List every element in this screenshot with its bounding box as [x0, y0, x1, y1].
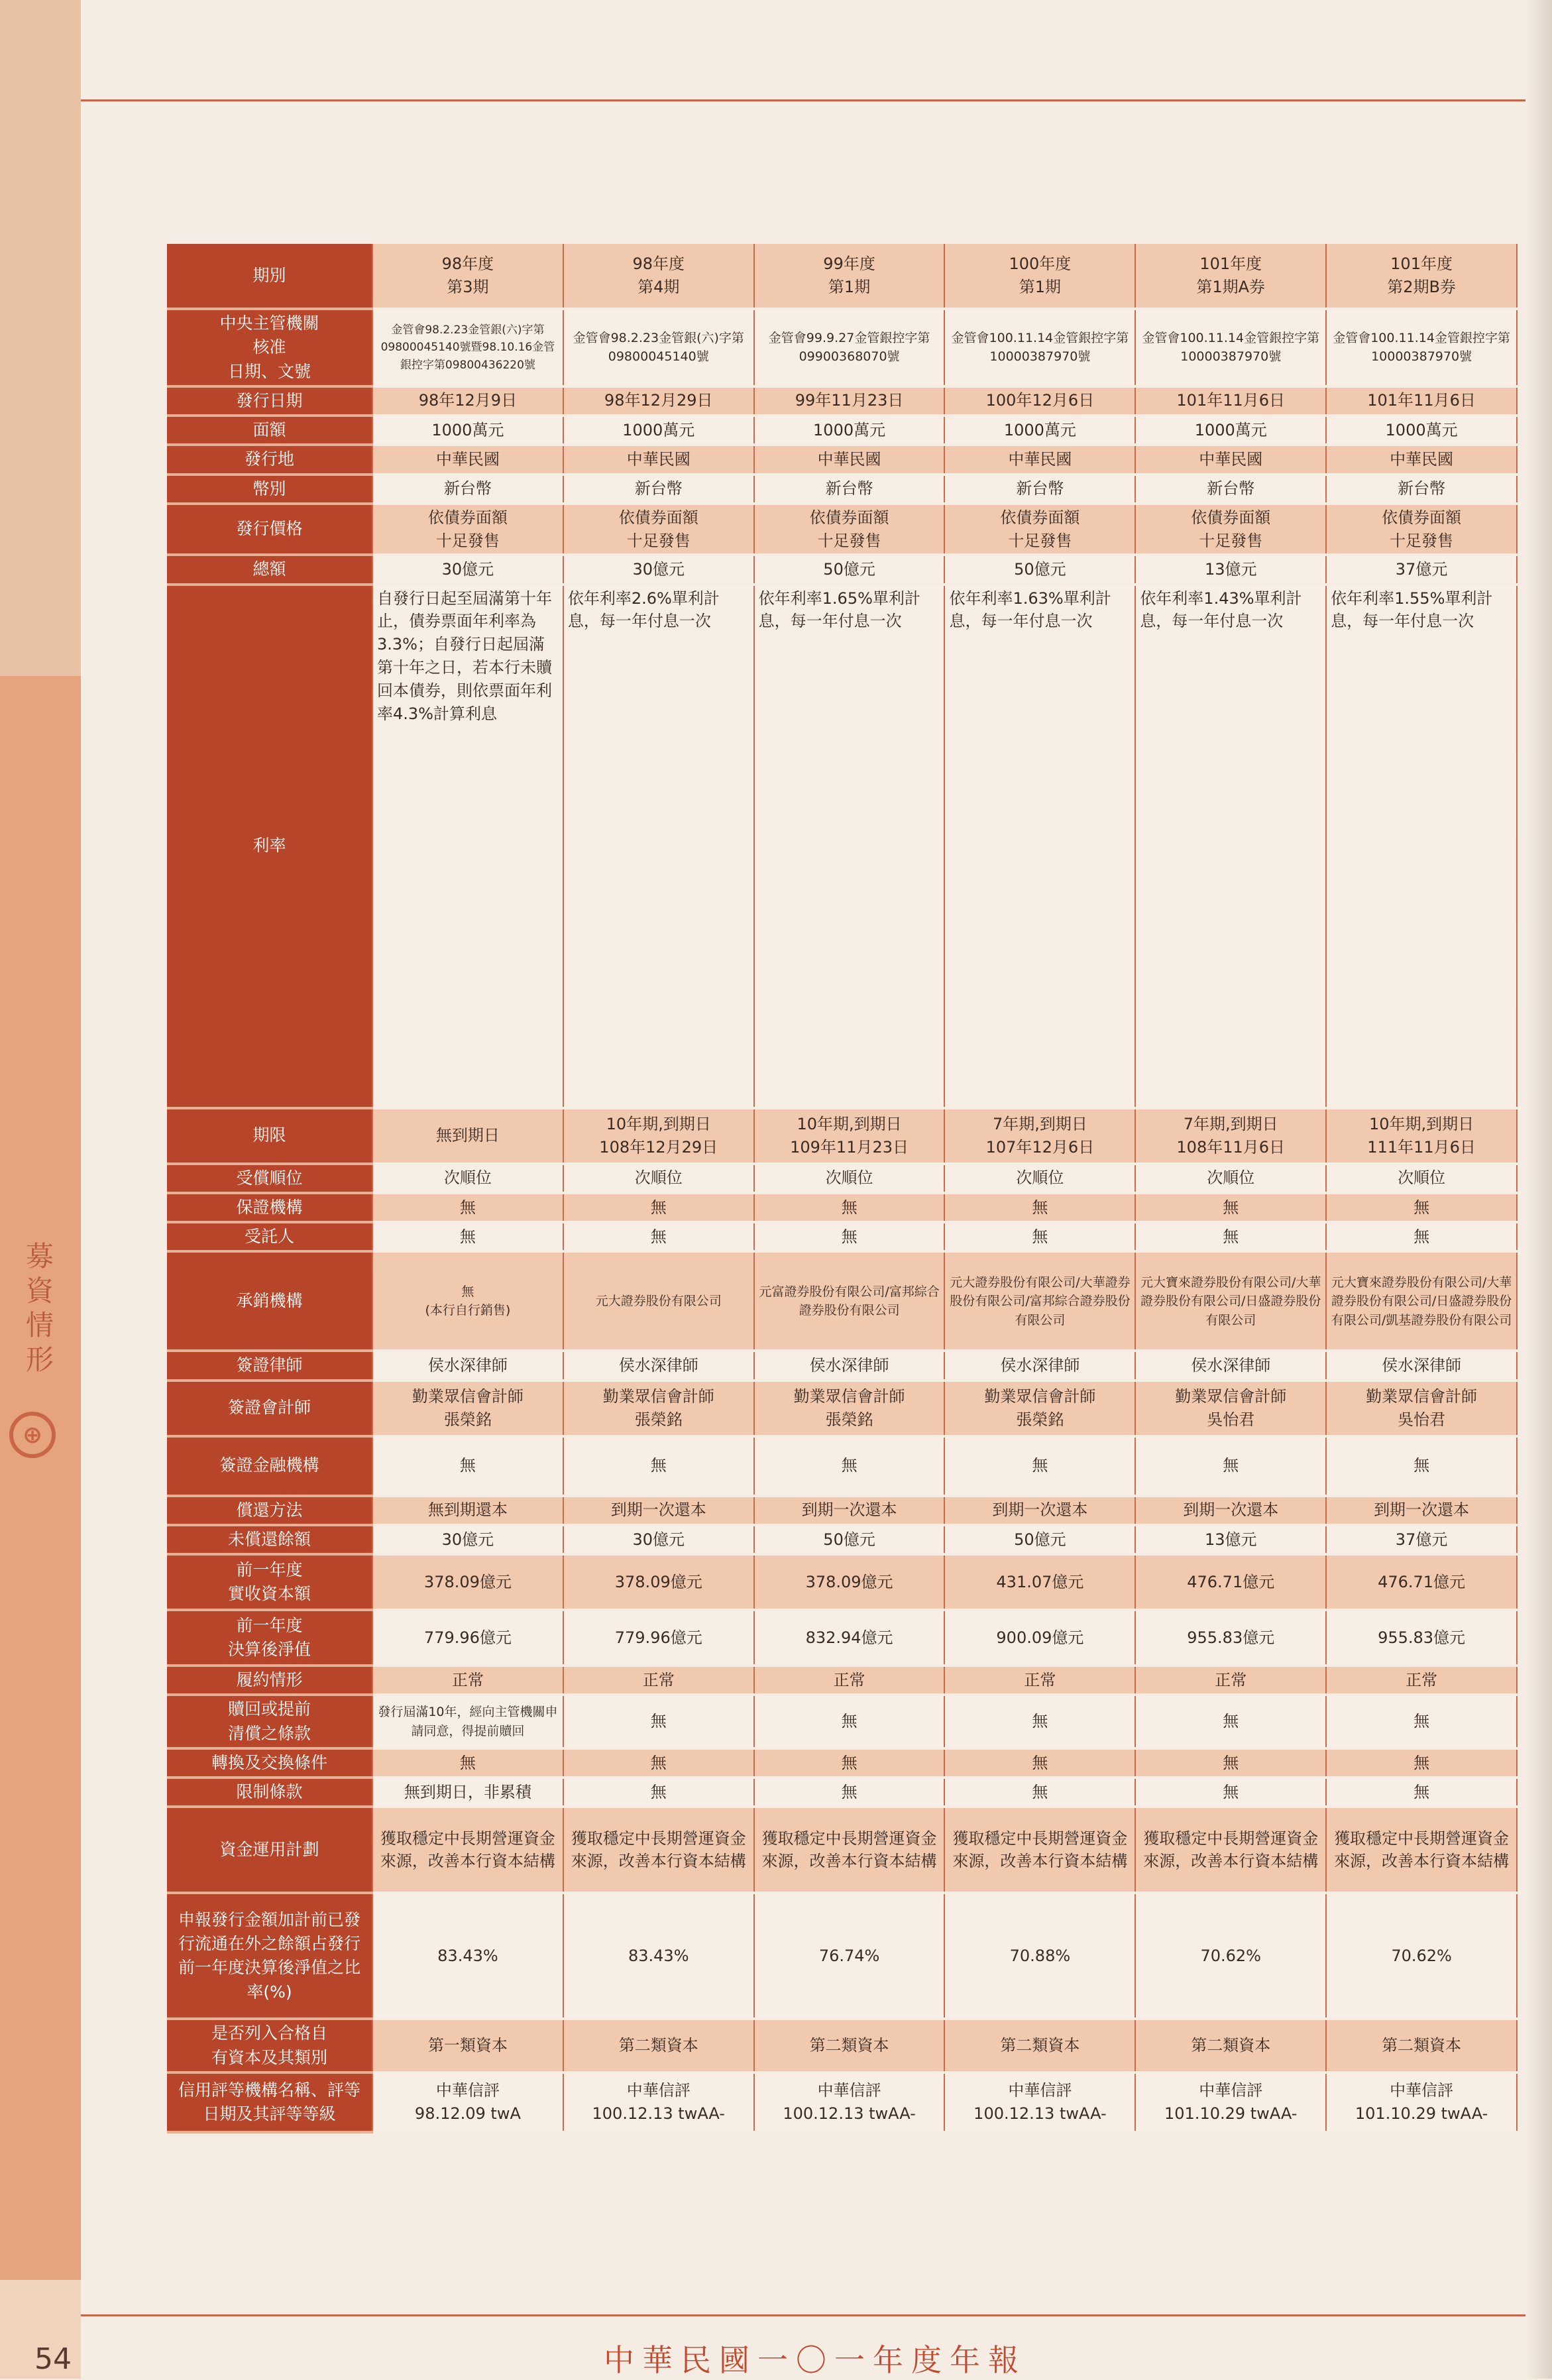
table-cell: 1000萬元: [1135, 416, 1326, 445]
table-cell: 76.74%: [754, 1893, 945, 2019]
table-cell: 依年利率2.6%單利計息，每一年付息一次: [563, 585, 754, 1108]
table-cell: 無: [1326, 1222, 1517, 1251]
table-cell: 新台幣: [944, 475, 1135, 504]
table-cell: 金管會100.11.14金管銀控字第10000387970號: [1326, 309, 1517, 386]
table-cell: 依年利率1.55%單利計息，每一年付息一次: [1326, 585, 1517, 1108]
table-cell: 第二類資本: [1326, 2019, 1517, 2072]
table-cell: 無: [754, 1778, 945, 1807]
table-cell: 勤業眾信會計師 張榮銘: [372, 1381, 563, 1436]
row-label: 贖回或提前 清償之條款: [167, 1695, 372, 1748]
table-cell: 無: [372, 1193, 563, 1222]
table-cell: 98年12月9日: [372, 386, 563, 416]
table-cell: 金管會98.2.23金管銀(六)字第09800045140號暨98.10.16金管銀控字第09800436220號: [372, 309, 563, 386]
table-cell: 1000萬元: [754, 416, 945, 445]
table-cell: 10年期,到期日 111年11月6日: [1326, 1108, 1517, 1164]
table-row: [167, 1695, 1517, 1748]
table-cell: 第二類資本: [944, 2019, 1135, 2072]
table-cell: 378.09億元: [563, 1554, 754, 1610]
table-cell: 無到期日，非累積: [372, 1778, 563, 1807]
side-section-title: 募資情形: [25, 1240, 54, 1376]
table-cell: 1000萬元: [944, 416, 1135, 445]
table-cell: 101年11月6日: [1135, 386, 1326, 416]
table-cell: 無到期日: [372, 1108, 563, 1164]
table-cell: 37億元: [1326, 1525, 1517, 1554]
row-label: 未償還餘額: [167, 1525, 372, 1554]
table-cell: 到期一次還本: [754, 1496, 945, 1525]
table-cell: 無: [1326, 1748, 1517, 1778]
table-cell: 無: [372, 1748, 563, 1778]
table-cell: 獲取穩定中長期營運資金來源，改善本行資本結構: [944, 1807, 1135, 1893]
table-row: [167, 1381, 1517, 1436]
table-cell: 次順位: [944, 1164, 1135, 1193]
row-label: 期別: [167, 244, 372, 309]
table-row: [167, 386, 1517, 416]
table-cell: 378.09億元: [754, 1554, 945, 1610]
table-cell: 第二類資本: [563, 2019, 754, 2072]
table-cell: 100年度 第1期: [944, 244, 1135, 309]
table-cell: 無: [944, 1436, 1135, 1496]
table-cell: 無: [563, 1748, 754, 1778]
table-cell: 無: [944, 1778, 1135, 1807]
table-row: [167, 445, 1517, 474]
row-label: 承銷機構: [167, 1251, 372, 1351]
table-row: [167, 1251, 1517, 1351]
table-cell: 元大寶來證券股份有限公司/大華證券股份有限公司/日盛證券股份有限公司: [1135, 1251, 1326, 1351]
table-cell: 新台幣: [1326, 475, 1517, 504]
table-row: [167, 309, 1517, 386]
table-cell: 自發行日起至屆滿第十年止，債券票面年利率為3.3%；自發行日起屆滿第十年之日，若本行未贖回本債券，則依票面年利率4.3%計算利息: [372, 585, 563, 1108]
table-cell: 正常: [372, 1666, 563, 1695]
table-cell: 1000萬元: [563, 416, 754, 445]
table-cell: 發行屆滿10年，經向主管機關申請同意，得提前贖回: [372, 1695, 563, 1748]
table-cell: 無: [563, 1193, 754, 1222]
table-cell: 勤業眾信會計師 張榮銘: [754, 1381, 945, 1436]
table-cell: 無: [944, 1748, 1135, 1778]
table-cell: 70.62%: [1326, 1893, 1517, 2019]
table-cell: 第一類資本: [372, 2019, 563, 2072]
table-cell: 中華信評 100.12.13 twAA-: [944, 2072, 1135, 2132]
row-label: 保證機構: [167, 1193, 372, 1222]
table-cell: 第二類資本: [1135, 2019, 1326, 2072]
page-number: 54: [34, 2342, 72, 2376]
table-cell: 13億元: [1135, 1525, 1326, 1554]
table-cell: 無: [754, 1193, 945, 1222]
table-cell: 無: [372, 1222, 563, 1251]
table-cell: 13億元: [1135, 555, 1326, 584]
table-cell: 依債券面額 十足發售: [944, 504, 1135, 555]
row-label: 面額: [167, 416, 372, 445]
table-cell: 到期一次還本: [1326, 1496, 1517, 1525]
table-cell: 中華信評 100.12.13 twAA-: [563, 2072, 754, 2132]
table-cell: 勤業眾信會計師 張榮銘: [944, 1381, 1135, 1436]
table-row: [167, 1525, 1517, 1554]
table-cell: 37億元: [1326, 555, 1517, 584]
row-label: 期限: [167, 1108, 372, 1164]
table-cell: 無: [1326, 1695, 1517, 1748]
row-label: 履約情形: [167, 1666, 372, 1695]
top-rule: [81, 99, 1525, 101]
table-cell: 金管會100.11.14金管銀控字第10000387970號: [1135, 309, 1326, 386]
table-row: [167, 1748, 1517, 1778]
row-label: 轉換及交換條件: [167, 1748, 372, 1778]
table-row: [167, 1222, 1517, 1251]
table-cell: 獲取穩定中長期營運資金來源，改善本行資本結構: [754, 1807, 945, 1893]
table-cell: 正常: [1326, 1666, 1517, 1695]
table-cell: 7年期,到期日 107年12月6日: [944, 1108, 1135, 1164]
table-cell: 依債券面額 十足發售: [754, 504, 945, 555]
table-cell: 7年期,到期日 108年11月6日: [1135, 1108, 1326, 1164]
table-cell: 50億元: [754, 1525, 945, 1554]
table-cell: 正常: [1135, 1666, 1326, 1695]
table-cell: 無 (本行自行銷售): [372, 1251, 563, 1351]
table-cell: 新台幣: [372, 475, 563, 504]
table-row: [167, 1807, 1517, 1893]
table-cell: 101年11月6日: [1326, 386, 1517, 416]
table-cell: 第二類資本: [754, 2019, 945, 2072]
table-row: [167, 1193, 1517, 1222]
table-cell: 無: [944, 1193, 1135, 1222]
table-row: [167, 1108, 1517, 1164]
table-cell: 侯水深律師: [944, 1351, 1135, 1380]
table-cell: 中華民國: [1326, 445, 1517, 474]
table-row: [167, 585, 1517, 1108]
table-cell: 779.96億元: [563, 1610, 754, 1666]
table-cell: 無: [754, 1222, 945, 1251]
table-cell: 獲取穩定中長期營運資金來源，改善本行資本結構: [1135, 1807, 1326, 1893]
table-cell: 99年度 第1期: [754, 244, 945, 309]
row-label: 發行日期: [167, 386, 372, 416]
table-cell: 83.43%: [563, 1893, 754, 2019]
table-cell: 100年12月6日: [944, 386, 1135, 416]
table-cell: 832.94億元: [754, 1610, 945, 1666]
table-row: [167, 1610, 1517, 1666]
row-label: 發行地: [167, 445, 372, 474]
bank-logo-icon: ⊕: [9, 1412, 56, 1458]
row-label: 前一年度 決算後淨值: [167, 1610, 372, 1666]
table-cell: 10年期,到期日 109年11月23日: [754, 1108, 945, 1164]
table-cell: 30億元: [563, 555, 754, 584]
row-label: 資金運用計劃: [167, 1807, 372, 1893]
table-cell: 依年利率1.65%單利計息，每一年付息一次: [754, 585, 945, 1108]
table-cell: 中華民國: [1135, 445, 1326, 474]
row-label: 受償順位: [167, 1164, 372, 1193]
table-cell: 無: [754, 1748, 945, 1778]
table-cell: 次順位: [754, 1164, 945, 1193]
table-cell: 獲取穩定中長期營運資金來源，改善本行資本結構: [372, 1807, 563, 1893]
table-cell: 83.43%: [372, 1893, 563, 2019]
table-cell: 到期一次還本: [563, 1496, 754, 1525]
table-cell: 1000萬元: [372, 416, 563, 445]
table-cell: 98年度 第4期: [563, 244, 754, 309]
table-cell: 無: [944, 1695, 1135, 1748]
row-label: 償還方法: [167, 1496, 372, 1525]
row-label: 簽證律師: [167, 1351, 372, 1380]
table-cell: 到期一次還本: [1135, 1496, 1326, 1525]
table-cell: 無: [1135, 1222, 1326, 1251]
table-cell: 中華信評 98.12.09 twA: [372, 2072, 563, 2132]
row-label: 利率: [167, 585, 372, 1108]
table-cell: 無: [563, 1222, 754, 1251]
row-label: 中央主管機關 核准 日期、文號: [167, 309, 372, 386]
table-cell: 476.71億元: [1326, 1554, 1517, 1610]
bond-issuance-table: [167, 244, 1518, 2133]
table-cell: 無到期還本: [372, 1496, 563, 1525]
table-cell: 中華民國: [563, 445, 754, 474]
table-cell: 正常: [563, 1666, 754, 1695]
table-cell: 無: [1135, 1695, 1326, 1748]
table-row: [167, 2019, 1517, 2072]
table-cell: 依年利率1.43%單利計息，每一年付息一次: [1135, 585, 1326, 1108]
table-cell: 無: [1326, 1436, 1517, 1496]
table-cell: 獲取穩定中長期營運資金來源，改善本行資本結構: [563, 1807, 754, 1893]
table-cell: 無: [754, 1695, 945, 1748]
table-cell: 50億元: [754, 555, 945, 584]
table-cell: 70.62%: [1135, 1893, 1326, 2019]
table-row: [167, 1164, 1517, 1193]
table-cell: 101年度 第1期A券: [1135, 244, 1326, 309]
table-cell: 新台幣: [1135, 475, 1326, 504]
table-cell: 無: [1135, 1436, 1326, 1496]
table-cell: 依債券面額 十足發售: [372, 504, 563, 555]
table-row: [167, 1666, 1517, 1695]
table-cell: 中華民國: [372, 445, 563, 474]
table-cell: 到期一次還本: [944, 1496, 1135, 1525]
table-cell: 無: [944, 1222, 1135, 1251]
table-cell: 1000萬元: [1326, 416, 1517, 445]
table-cell: 50億元: [944, 555, 1135, 584]
table-cell: 900.09億元: [944, 1610, 1135, 1666]
table-row: [167, 1351, 1517, 1380]
table-cell: 中華民國: [754, 445, 945, 474]
table-cell: 99年11月23日: [754, 386, 945, 416]
table-cell: 無: [1135, 1748, 1326, 1778]
row-label: 是否列入合格自 有資本及其類別: [167, 2019, 372, 2072]
row-label: 受託人: [167, 1222, 372, 1251]
row-label: 前一年度 實收資本額: [167, 1554, 372, 1610]
table-cell: 次順位: [1326, 1164, 1517, 1193]
row-label: 發行價格: [167, 504, 372, 555]
table-cell: 侯水深律師: [563, 1351, 754, 1380]
row-label: 幣別: [167, 475, 372, 504]
table-cell: 無: [1135, 1193, 1326, 1222]
table-cell: 中華信評 101.10.29 twAA-: [1135, 2072, 1326, 2132]
table-row: [167, 1496, 1517, 1525]
table-cell: 新台幣: [563, 475, 754, 504]
table-cell: 獲取穩定中長期營運資金來源，改善本行資本結構: [1326, 1807, 1517, 1893]
table-cell: 次順位: [1135, 1164, 1326, 1193]
table-cell: 378.09億元: [372, 1554, 563, 1610]
row-label: 限制條款: [167, 1778, 372, 1807]
table-cell: 元大寶來證券股份有限公司/大華證券股份有限公司/日盛證券股份有限公司/凱基證券股份有限公司: [1326, 1251, 1517, 1351]
table-cell: 無: [563, 1695, 754, 1748]
table-cell: 元大證券股份有限公司: [563, 1251, 754, 1351]
table-cell: 依債券面額 十足發售: [563, 504, 754, 555]
table-cell: 侯水深律師: [1326, 1351, 1517, 1380]
row-label: 申報發行金額加計前已發行流通在外之餘額占發行前一年度決算後淨值之比率(%): [167, 1893, 372, 2019]
table-cell: 無: [754, 1436, 945, 1496]
table-cell: 中華民國: [944, 445, 1135, 474]
table-row: [167, 504, 1517, 555]
table-cell: 正常: [944, 1666, 1135, 1695]
table-cell: 侯水深律師: [754, 1351, 945, 1380]
footer-title: 中華民國一〇一年度年報: [604, 2342, 1026, 2378]
table-cell: 金管會99.9.27金管銀控字第09900368070號: [754, 309, 945, 386]
table-cell: 侯水深律師: [372, 1351, 563, 1380]
table-cell: 779.96億元: [372, 1610, 563, 1666]
table-cell: 勤業眾信會計師 張榮銘: [563, 1381, 754, 1436]
table-cell: 元富證券股份有限公司/富邦綜合證券股份有限公司: [754, 1251, 945, 1351]
table-cell: 無: [1326, 1778, 1517, 1807]
row-label: 簽證金融機構: [167, 1436, 372, 1496]
table-cell: 無: [1135, 1778, 1326, 1807]
table-row: [167, 475, 1517, 504]
table-cell: 無: [563, 1436, 754, 1496]
row-label: 信用評等機構名稱、評等 日期及其評等等級: [167, 2072, 372, 2132]
bottom-rule: [81, 2314, 1525, 2316]
table-cell: 侯水深律師: [1135, 1351, 1326, 1380]
table-cell: 元大證券股份有限公司/大華證券股份有限公司/富邦綜合證券股份有限公司: [944, 1251, 1135, 1351]
side-strip: [0, 0, 81, 2379]
table-cell: 次順位: [372, 1164, 563, 1193]
table-cell: 431.07億元: [944, 1554, 1135, 1610]
table-cell: 無: [563, 1778, 754, 1807]
table-cell: 勤業眾信會計師 吳怡君: [1326, 1381, 1517, 1436]
table-cell: 955.83億元: [1326, 1610, 1517, 1666]
page-edge: [1525, 0, 1552, 2379]
table-cell: 依債券面額 十足發售: [1135, 504, 1326, 555]
table-row: [167, 1778, 1517, 1807]
table-cell: 新台幣: [754, 475, 945, 504]
table-cell: 金管會100.11.14金管銀控字第10000387970號: [944, 309, 1135, 386]
row-label: 總額: [167, 555, 372, 584]
table-cell: 次順位: [563, 1164, 754, 1193]
table-cell: 勤業眾信會計師 吳怡君: [1135, 1381, 1326, 1436]
table-row: [167, 244, 1517, 309]
table-cell: 中華信評 100.12.13 twAA-: [754, 2072, 945, 2132]
table-cell: 101年度 第2期B券: [1326, 244, 1517, 309]
table-cell: 30億元: [372, 555, 563, 584]
table-row: [167, 555, 1517, 584]
table-cell: 依債券面額 十足發售: [1326, 504, 1517, 555]
table-cell: 正常: [754, 1666, 945, 1695]
table-cell: 依年利率1.63%單利計息，每一年付息一次: [944, 585, 1135, 1108]
table-cell: 476.71億元: [1135, 1554, 1326, 1610]
table-cell: 無: [372, 1436, 563, 1496]
table-cell: 955.83億元: [1135, 1610, 1326, 1666]
table-cell: 10年期,到期日 108年12月29日: [563, 1108, 754, 1164]
table-cell: 50億元: [944, 1525, 1135, 1554]
table-cell: 30億元: [372, 1525, 563, 1554]
table-row: [167, 1436, 1517, 1496]
table-cell: 金管會98.2.23金管銀(六)字第09800045140號: [563, 309, 754, 386]
table-cell: 中華信評 101.10.29 twAA-: [1326, 2072, 1517, 2132]
table-cell: 98年度 第3期: [372, 244, 563, 309]
table-cell: 70.88%: [944, 1893, 1135, 2019]
table-row: [167, 1554, 1517, 1610]
row-label: 簽證會計師: [167, 1381, 372, 1436]
table-cell: 無: [1326, 1193, 1517, 1222]
table-row: [167, 1893, 1517, 2019]
table-cell: 30億元: [563, 1525, 754, 1554]
table-row: [167, 416, 1517, 445]
table-cell: 98年12月29日: [563, 386, 754, 416]
table-row: [167, 2072, 1517, 2132]
